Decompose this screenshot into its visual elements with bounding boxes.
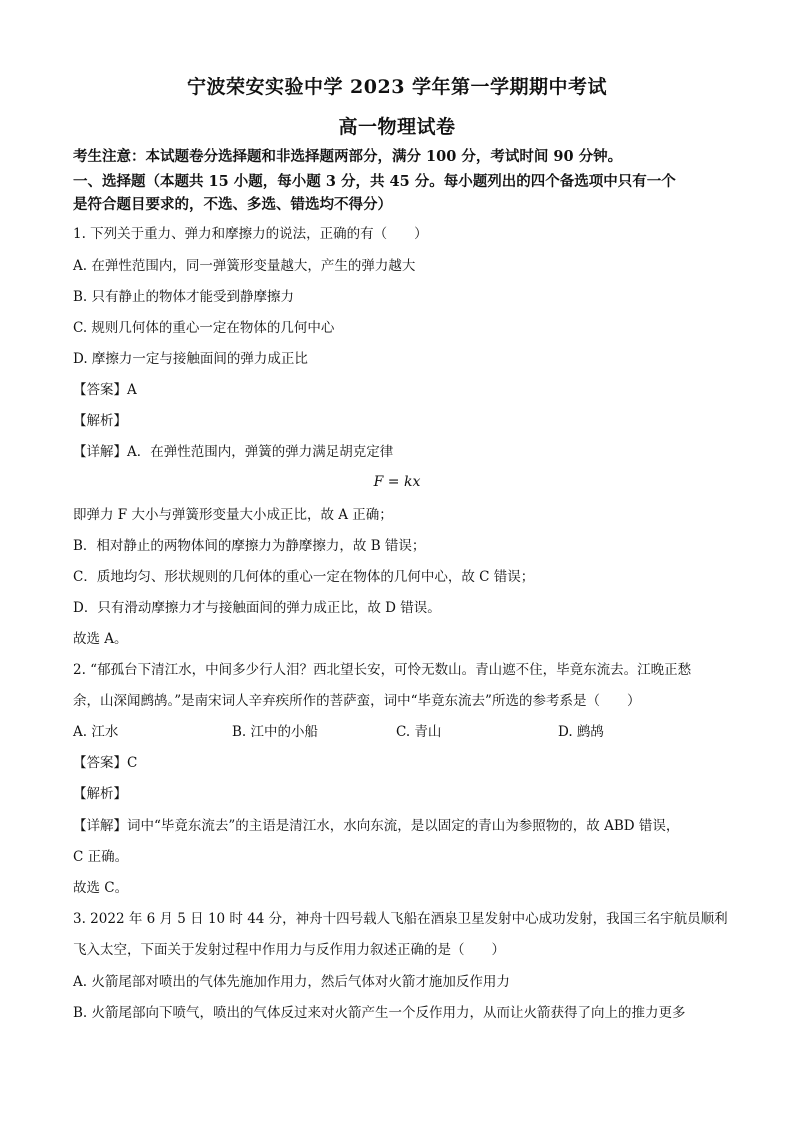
q2-answer: 【答案】C [73,755,138,771]
q1-detail-5: D．只有滑动摩擦力才与接触面间的弹力成正比，故 D 错误。 [73,600,441,616]
q1-option-d: D. 摩擦力一定与接触面间的弹力成正比 [73,351,308,367]
q1-answer: 【答案】A [73,382,137,398]
q1-detail-3: B．相对静止的两物体间的摩擦力为静摩擦力，故 B 错误； [73,538,426,554]
q1-stem: 1. 下列关于重力、弹力和摩擦力的说法，正确的有（ ） [73,226,428,242]
q1-option-c: C. 规则几何体的重心一定在物体的几何中心 [73,320,335,336]
section-heading-line2: 是符合题目要求的，不选、多选、错选均不得分） [73,196,392,213]
q1-analysis: 【解析】 [73,413,127,429]
exam-subtitle: 高一物理试卷 [338,116,456,138]
q3-option-a: A. 火箭尾部对喷出的气体先施加作用力，然后气体对火箭才施加反作用力 [73,974,510,990]
q2-stem-1: 2. “郁孤台下清江水，中间多少行人泪？西北望长安，可怜无数山。青山遮不住，毕竟东流去。江晚正愁 [73,662,692,678]
q1-option-a: A. 在弹性范围内，同一弹簧形变量越大，产生的弹力越大 [73,258,416,274]
q2-option-d: D. 鹧鸪 [558,724,604,740]
q1-detail-4: C．质地均匀、形状规则的几何体的重心一定在物体的几何中心，故 C 错误； [73,569,535,585]
q1-detail-1: 【详解】A．在弹性范围内，弹簧的弹力满足胡克定律 [73,444,394,460]
q3-option-b: B. 火箭尾部向下喷气，喷出的气体反过来对火箭产生一个反作用力，从而让火箭获得了向上的推力更多 [73,1005,686,1021]
q1-formula: F = kx [373,474,421,490]
q2-option-c: C. 青山 [396,724,442,740]
q2-choose: 故选 C。 [73,880,129,896]
q2-analysis: 【解析】 [73,786,127,802]
q2-stem-2: 余，山深闻鹧鸪。”是南宋词人辛弃疾所作的菩萨蛮，词中“毕竟东流去”所选的参考系是（ ） [73,693,641,709]
section-heading-line1: 一、选择题（本题共 15 小题，每小题 3 分，共 45 分。每小题列出的四个备选项中只有一个 [73,173,676,190]
q2-option-a: A. 江水 [73,724,119,740]
exam-title: 宁波荣安实验中学 2023 学年第一学期期中考试 [186,76,608,98]
exam-notice: 考生注意：本试题卷分选择题和非选择题两部分，满分 100 分，考试时间 90 分钟。 [73,148,623,165]
q1-option-b: B. 只有静止的物体才能受到静摩擦力 [73,289,295,305]
q1-detail-2: 即弹力 F 大小与弹簧形变量大小成正比，故 A 正确； [73,507,393,523]
q3-stem-1: 3. 2022 年 6 月 5 日 10 时 44 分，神舟十四号载人飞船在酒泉卫星发射中心成功发射，我国三名宇航员顺利 [73,911,728,927]
q2-option-b: B. 江中的小船 [232,724,319,740]
q1-choose: 故选 A。 [73,631,128,647]
q2-detail-2: C 正确。 [73,849,129,865]
q3-stem-2: 飞入太空，下面关于发射过程中作用力与反作用力叙述正确的是（ ） [73,942,505,958]
q2-detail-1: 【详解】词中“毕竟东流去”的主语是清江水，水向东流，是以固定的青山为参照物的，故 ABD 错误， [73,818,680,834]
